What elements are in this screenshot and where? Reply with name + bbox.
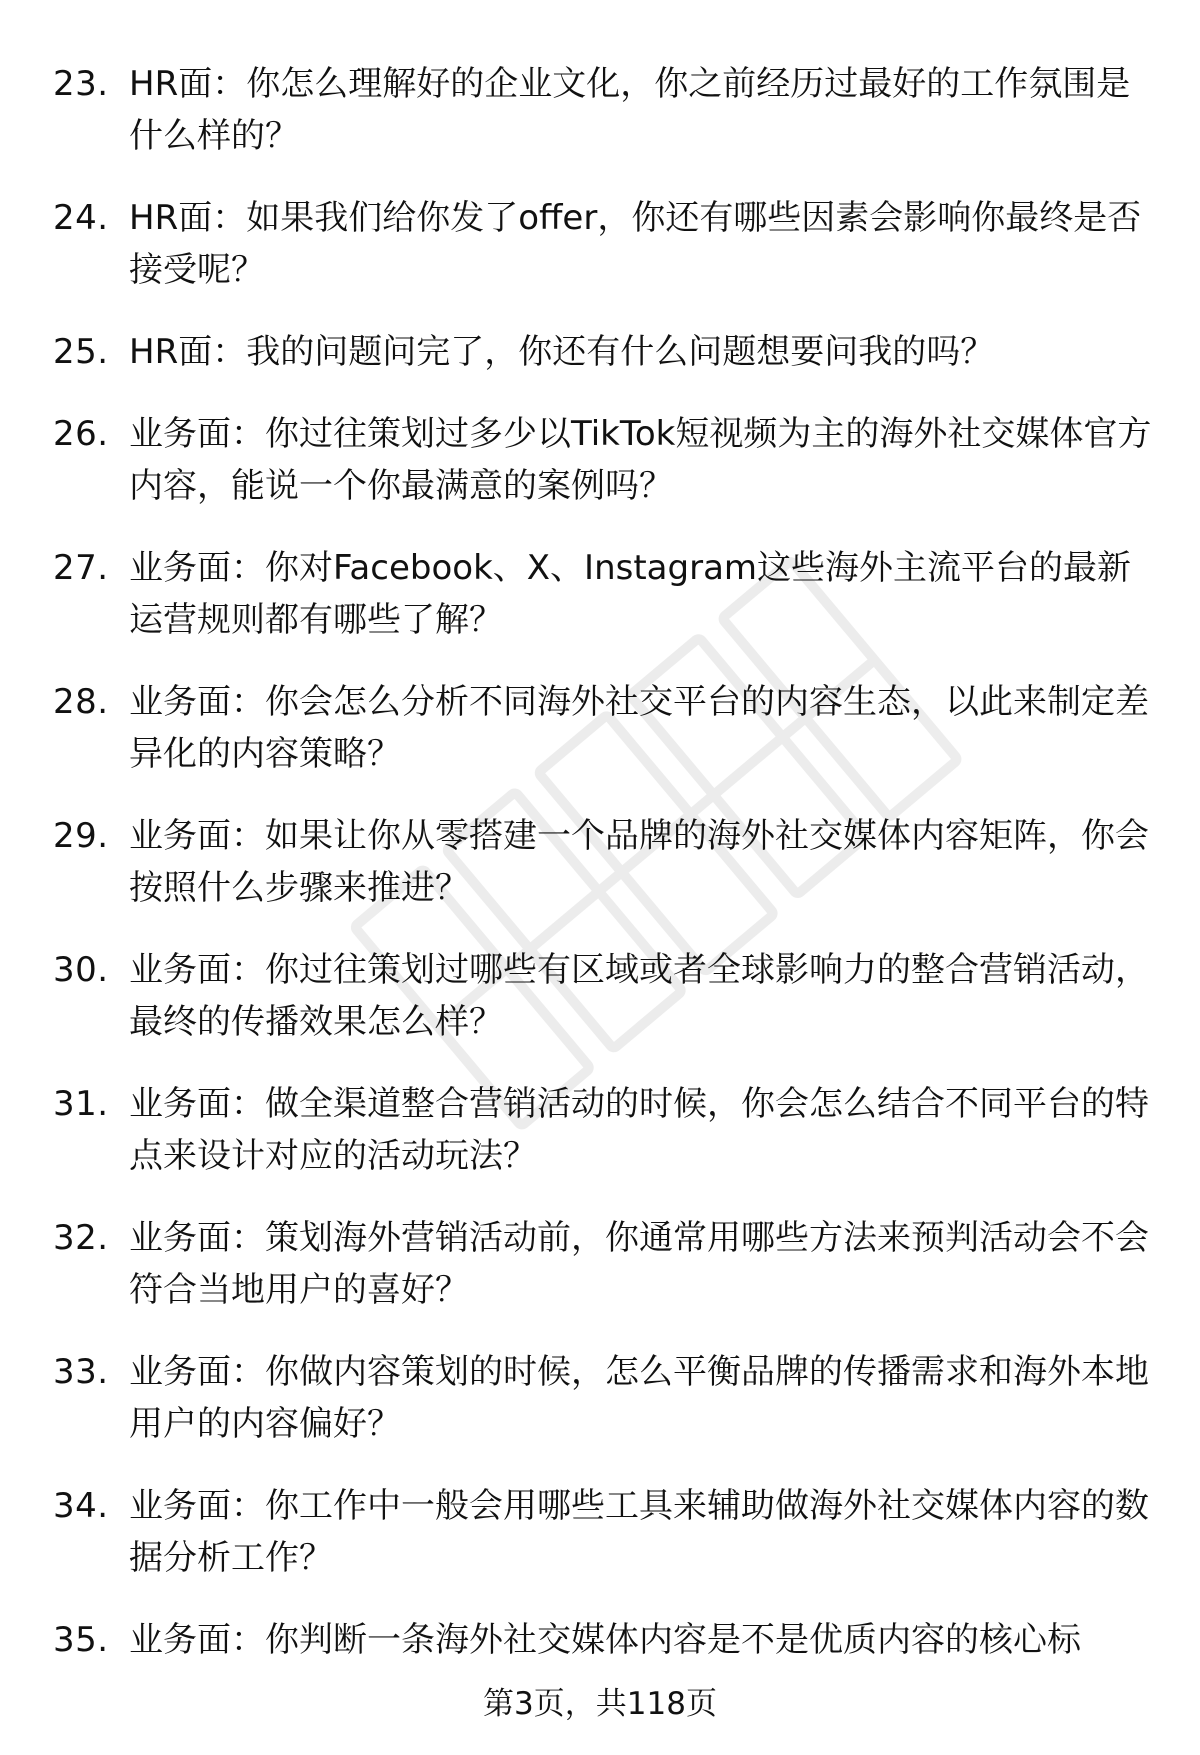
question-item [53,1614,1153,1666]
question-number: 24. [53,198,109,238]
question-number: 30. [53,950,109,990]
question-text: 业务面：你会怎么分析不同海外社交平台的内容生态，以此来制定差异化的内容策略？ [129,682,1149,774]
question-text: HR面：如果我们给你发了offer，你还有哪些因素会影响你最终是否接受呢？ [129,198,1142,290]
question-text: 业务面：策划海外营销活动前，你通常用哪些方法来预判活动会不会符合当地用户的喜好？ [129,1218,1149,1310]
question-item [53,542,1153,646]
question-text: HR面：我的问题问完了，你还有什么问题想要问我的吗？ [129,332,995,372]
question-number: 28. [53,682,109,722]
page-number-label: 第3页，共118页 [483,1686,717,1722]
question-text: 业务面：你过往策划过多少以TikTok短视频为主的海外社交媒体官方内容，能说一个你最满意的案例吗？ [129,414,1152,506]
question-number: 29. [53,816,109,856]
question-text: HR面：你怎么理解好的企业文化，你之前经历过最好的工作氛围是什么样的？ [129,64,1131,156]
question-number: 35. [53,1620,109,1660]
question-number: 25. [53,332,109,372]
question-item [53,810,1153,914]
page-footer [0,1684,1200,1724]
question-item [53,408,1153,512]
question-item [53,1480,1153,1584]
question-item [53,1078,1153,1182]
question-list [53,58,1153,1696]
question-text: 业务面：你做内容策划的时候，怎么平衡品牌的传播需求和海外本地用户的内容偏好？ [129,1352,1149,1444]
question-text: 业务面：你工作中一般会用哪些工具来辅助做海外社交媒体内容的数据分析工作？ [129,1486,1149,1578]
question-text: 业务面：如果让你从零搭建一个品牌的海外社交媒体内容矩阵，你会按照什么步骤来推进？ [129,816,1149,908]
question-text: 业务面：你过往策划过哪些有区域或者全球影响力的整合营销活动，最终的传播效果怎么样？ [129,950,1149,1042]
question-text: 业务面：做全渠道整合营销活动的时候，你会怎么结合不同平台的特点来设计对应的活动玩法？ [129,1084,1149,1176]
question-item [53,1212,1153,1316]
question-item [53,676,1153,780]
question-number: 27. [53,548,109,588]
question-item [53,326,1153,378]
question-item [53,192,1153,296]
question-text: 业务面：你判断一条海外社交媒体内容是不是优质内容的核心标 [129,1620,1081,1660]
question-number: 26. [53,414,109,454]
question-number: 31. [53,1084,109,1124]
question-item [53,944,1153,1048]
question-number: 34. [53,1486,109,1526]
question-number: 32. [53,1218,109,1258]
question-item [53,58,1153,162]
question-number: 23. [53,64,109,104]
question-text: 业务面：你对Facebook、X、Instagram这些海外主流平台的最新运营规则都有哪些了解？ [129,548,1132,640]
question-number: 33. [53,1352,109,1392]
question-item [53,1346,1153,1450]
